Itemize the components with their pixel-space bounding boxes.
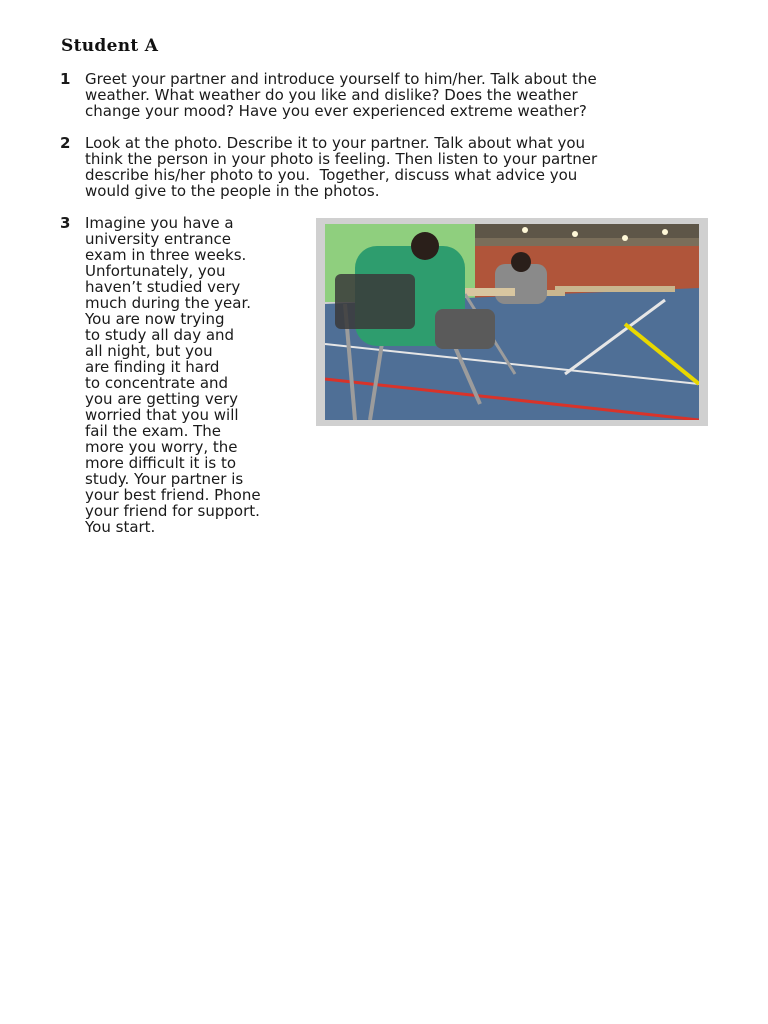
task-number: 2	[60, 134, 71, 152]
exam-hall-illustration	[325, 224, 699, 420]
task-text: Greet your partner and introduce yourself to him/her. Talk about the weather. What weather do you like and dislike? Does the weather change your mood? Have you ever experienced extreme weather?	[85, 70, 597, 120]
task-number: 1	[60, 70, 71, 88]
exam-hall-photo	[316, 218, 708, 426]
task-text: Imagine you have a university entrance exam in three weeks. Unfortunately, you haven’t studied very much during the year. You are now trying to study all day and all night, but you are finding it hard to concentrate and you are getting very worried that you will fail the exam. The more you worry, the more difficult it is to study. Your partner is your best friend. Phone your friend for support. You start.	[85, 214, 261, 536]
task-number: 3	[60, 214, 71, 232]
page-title: Student A	[61, 36, 159, 56]
task-text: Look at the photo. Describe it to your partner. Talk about what you think the person in your photo is feeling. Then listen to your partner describe his/her photo to you. Together, discuss what advice you would give to the people in the photos.	[85, 134, 598, 200]
